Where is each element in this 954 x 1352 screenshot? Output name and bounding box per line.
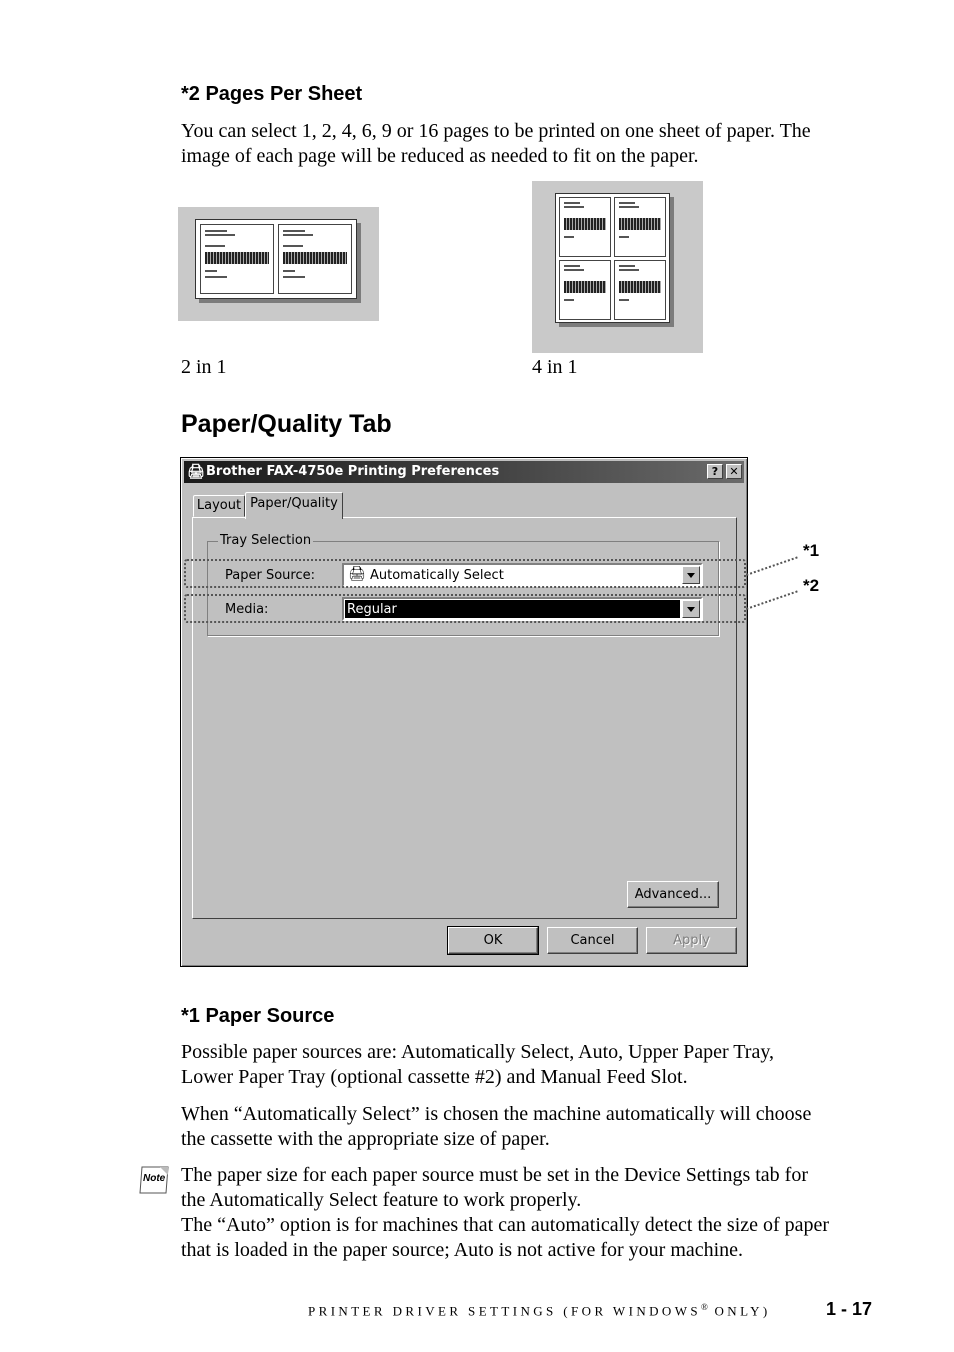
apply-button[interactable]: Apply [646,927,737,954]
section-heading-paper-source: *1 Paper Source [181,1005,335,1027]
paragraph-line: the cassette with the appropriate size of paper. [181,1128,550,1150]
printing-preferences-dialog [180,457,748,967]
dialog-titlebar [184,461,744,483]
media-value: Regular [347,602,397,617]
running-title: PRINTER DRIVER SETTINGS (FOR WINDOWS [308,1303,701,1319]
paragraph-line: When “Automatically Select” is chosen the machine automatically will choose [181,1103,812,1125]
tab-paper-quality[interactable]: Paper/Quality [245,492,343,519]
callout-label-1: *1 [803,541,820,560]
callout-leader [746,556,798,575]
printer-icon: 🖨 [348,566,366,582]
paragraph-line: You can select 1, 2, 4, 6, 9 or 16 pages to be printed on one sheet of paper. The [181,120,811,142]
running-footer [308,1302,771,1319]
media-label: Media: [225,602,269,617]
tab-layout[interactable]: Layout [193,495,245,517]
mini-page [278,224,352,294]
section-heading-paper-quality: Paper/Quality Tab [181,410,392,438]
paper-source-value: Automatically Select [370,568,504,583]
mini-page [614,197,666,257]
mini-page [559,260,611,320]
note-line: The paper size for each paper source must be set in the Device Settings tab for [181,1164,808,1186]
note-line: The “Auto” option is for machines that can automatically detect the size of paper [181,1214,830,1236]
registered-mark: ® [701,1302,708,1312]
thumbnail-2in1 [178,207,379,321]
group-label: Tray Selection [220,533,312,548]
paper-source-label: Paper Source: [225,568,315,583]
section-heading-pages-per-sheet: *2 Pages Per Sheet [181,83,363,105]
sheet-preview [555,193,670,323]
callout-leader [746,590,798,609]
sheet-preview [195,219,357,299]
callout-outline-media [184,594,746,623]
mini-page [200,224,274,294]
callout-outline-paper-source [184,559,746,588]
note-line: that is loaded in the paper source; Auto is not active for your machine. [181,1239,744,1261]
help-button[interactable]: ? [707,464,723,479]
paragraph-line: Possible paper sources are: Automatically Select, Auto, Upper Paper Tray, [181,1041,775,1063]
advanced-button[interactable]: Advanced... [627,881,719,908]
paragraph-line: Lower Paper Tray (optional cassette #2) and Manual Feed Slot. [181,1066,688,1088]
paragraph-line: image of each page will be reduced as needed to fit on the paper. [181,145,699,167]
callout-label-2: *2 [803,576,820,595]
mini-page [614,260,666,320]
printer-icon: 🖨 [187,464,205,480]
page-number: 1 - 17 [826,1299,873,1319]
thumbnail-4in1 [532,181,703,353]
close-icon[interactable]: ✕ [726,464,742,479]
note-line: the Automatically Select feature to work properly. [181,1189,582,1211]
caption-2in1: 2 in 1 [181,356,227,378]
running-title-end: ONLY) [707,1303,771,1319]
cancel-button[interactable]: Cancel [547,927,638,954]
mini-page [559,197,611,257]
caption-4in1: 4 in 1 [532,356,578,378]
dialog-title: Brother FAX-4750e Printing Preferences [206,464,500,479]
ok-button[interactable]: OK [448,927,538,954]
note-icon: Note [138,1164,170,1196]
